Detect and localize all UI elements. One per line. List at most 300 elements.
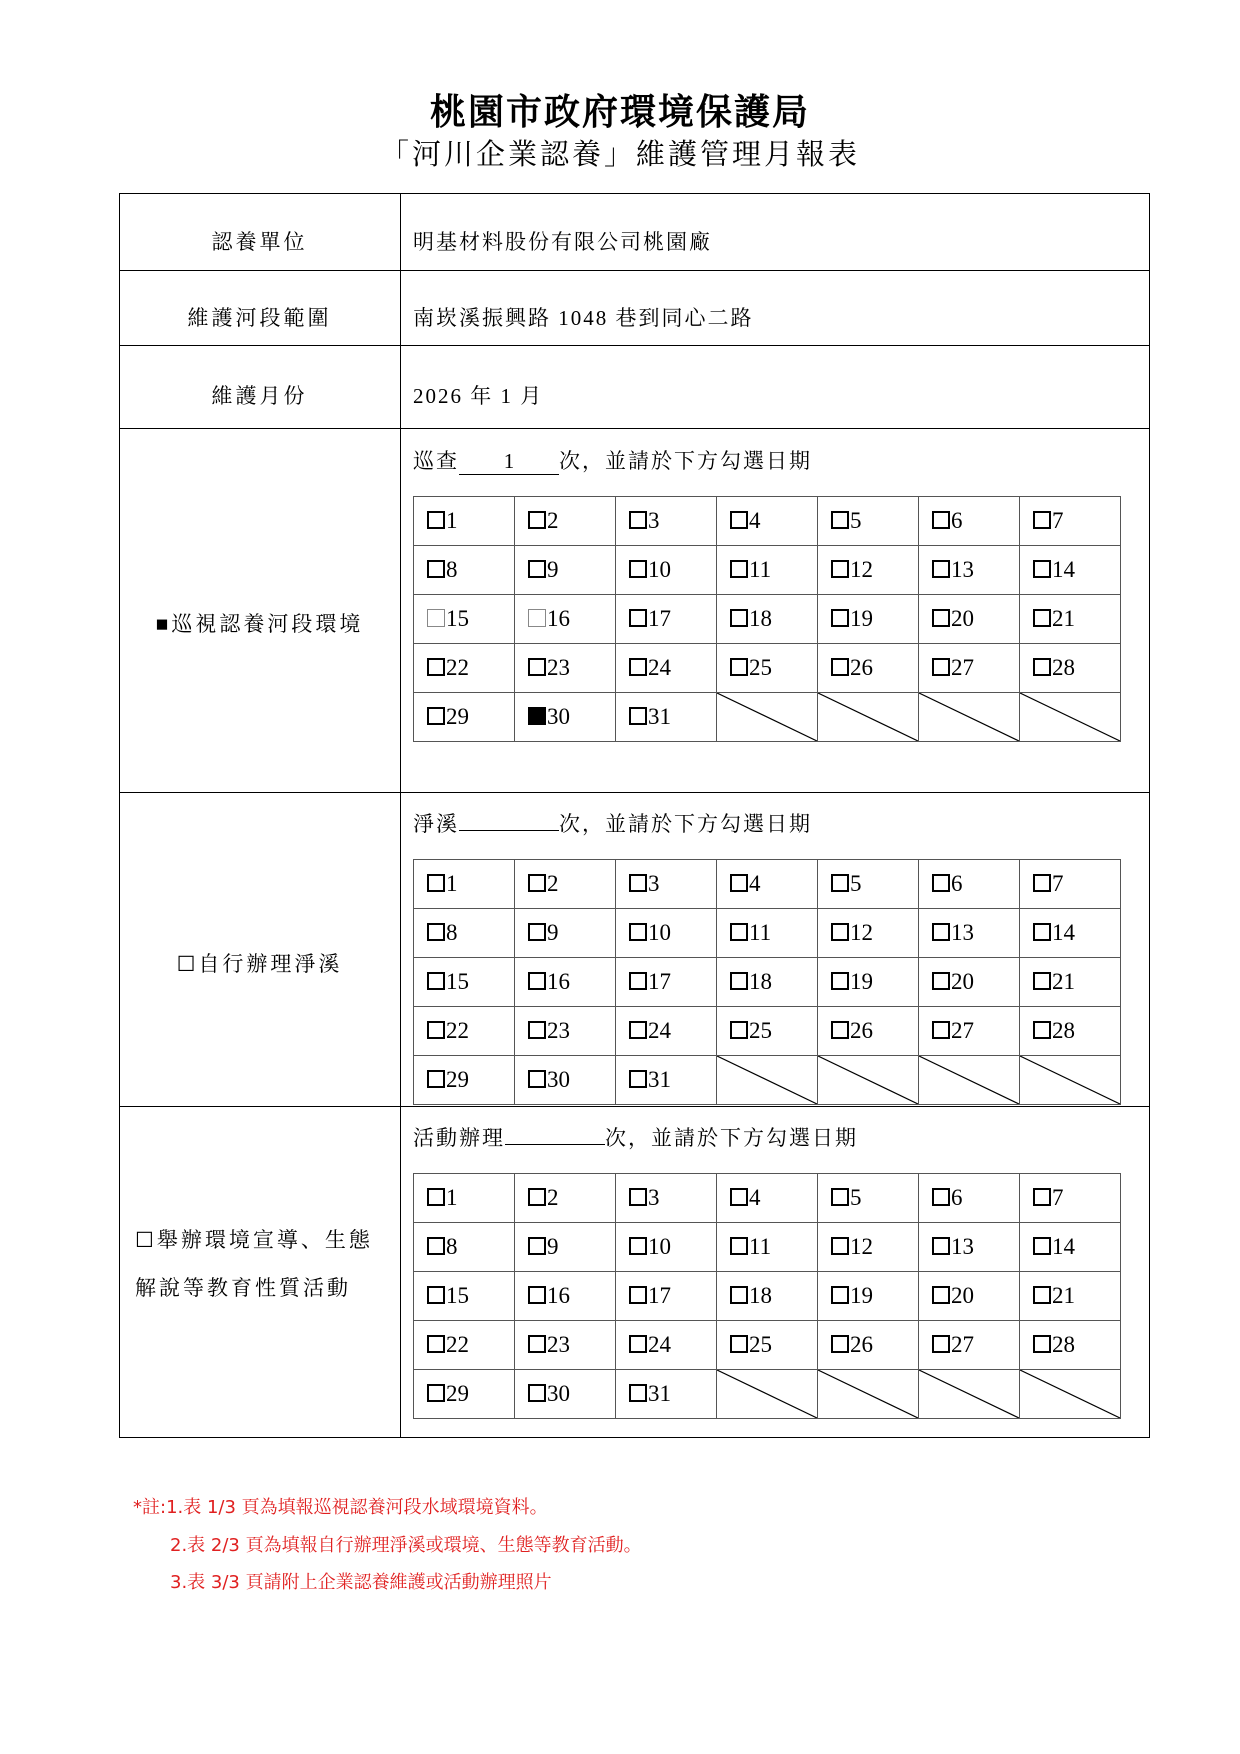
row-divider [119, 792, 1150, 793]
day-number: 27 [951, 1332, 974, 1357]
checkbox-icon [528, 1237, 546, 1255]
checkbox-icon [730, 560, 748, 578]
day-checkbox-2[interactable] [515, 1174, 616, 1223]
day-checkbox-23[interactable] [515, 1321, 616, 1370]
checkbox-icon [932, 609, 950, 627]
day-number: 29 [446, 1067, 469, 1092]
checkbox-icon [427, 1335, 445, 1353]
day-number: 24 [648, 1332, 671, 1357]
day-number: 25 [749, 1018, 772, 1043]
day-number: 28 [1052, 1332, 1075, 1357]
day-number: 11 [749, 557, 772, 582]
checkbox-icon [427, 972, 445, 990]
day-checkbox-12[interactable] [818, 1223, 919, 1272]
checkbox-icon [831, 1021, 849, 1039]
day-checkbox-14[interactable] [1020, 1223, 1121, 1272]
day-number: 1 [446, 871, 458, 896]
checkbox-icon [1033, 511, 1051, 529]
day-checkbox-6[interactable] [919, 860, 1020, 909]
day-checkbox-22[interactable] [414, 1321, 515, 1370]
checkbox-icon [831, 658, 849, 676]
day-number: 5 [850, 871, 862, 896]
day-number: 18 [749, 1283, 772, 1308]
day-number: 10 [648, 920, 671, 945]
day-checkbox-6[interactable] [919, 1174, 1020, 1223]
day-number: 2 [547, 871, 559, 896]
section-label [119, 1216, 400, 1312]
day-checkbox-7[interactable] [1020, 860, 1121, 909]
day-checkbox-26[interactable] [818, 1321, 919, 1370]
empty-cell [919, 1056, 1020, 1105]
checkbox-icon [528, 1384, 546, 1402]
day-number: 31 [648, 1067, 671, 1092]
day-checkbox-13[interactable] [919, 909, 1020, 958]
checkbox-icon [528, 1286, 546, 1304]
day-checkbox-23[interactable] [515, 644, 616, 693]
checkbox-icon [932, 1021, 950, 1039]
day-number: 30 [547, 1067, 570, 1092]
row-divider [119, 1106, 1150, 1107]
day-checkbox-3[interactable] [616, 497, 717, 546]
day-checkbox-3[interactable] [616, 1174, 717, 1223]
day-number: 26 [850, 655, 873, 680]
day-checkbox-13[interactable] [919, 1223, 1020, 1272]
day-number: 16 [547, 1283, 570, 1308]
day-checkbox-28[interactable] [1020, 644, 1121, 693]
diagonal-slash [919, 1056, 1019, 1104]
day-number: 19 [850, 969, 873, 994]
checkbox-icon [730, 1237, 748, 1255]
diagonal-slash [919, 1370, 1019, 1418]
checkbox-icon [932, 874, 950, 892]
checkbox-icon [427, 1021, 445, 1039]
count-field[interactable]: 1 [459, 449, 559, 475]
day-checkbox-2[interactable] [515, 860, 616, 909]
section-label-text: 舉辦環境宣導、生態 [156, 1228, 373, 1252]
count-prefix: 淨溪 [413, 812, 459, 836]
checkbox-icon [730, 1335, 748, 1353]
page-subtitle: 「河川企業認養」維護管理月報表 [379, 139, 860, 171]
day-number: 13 [951, 557, 974, 582]
day-number: 27 [951, 1018, 974, 1043]
day-number: 24 [648, 1018, 671, 1043]
checkbox-icon [427, 609, 445, 627]
day-number: 25 [749, 1332, 772, 1357]
day-checkbox-12[interactable] [818, 546, 919, 595]
day-checkbox-24[interactable] [616, 1007, 717, 1056]
checkbox-icon [831, 874, 849, 892]
day-number: 12 [850, 920, 873, 945]
day-number: 10 [648, 557, 671, 582]
count-prefix: 活動辦理 [413, 1126, 505, 1150]
day-checkbox-17[interactable] [616, 1272, 717, 1321]
checkbox-icon [730, 609, 748, 627]
checkbox-icon [831, 1188, 849, 1206]
day-checkbox-2[interactable] [515, 497, 616, 546]
day-number: 19 [850, 1283, 873, 1308]
checkbox-icon [427, 1384, 445, 1402]
checkbox-icon [730, 1021, 748, 1039]
day-checkbox-16[interactable] [515, 595, 616, 644]
empty-cell [818, 1056, 919, 1105]
day-number: 8 [446, 1234, 458, 1259]
day-checkbox-20[interactable] [919, 1272, 1020, 1321]
day-checkbox-19[interactable] [818, 1272, 919, 1321]
checkbox-icon [831, 511, 849, 529]
page-title: 桃園市政府環境保護局 [429, 92, 810, 132]
day-number: 6 [951, 1185, 963, 1210]
checkbox-icon [1033, 1021, 1051, 1039]
checkbox-icon [730, 874, 748, 892]
checkbox-icon [932, 1286, 950, 1304]
day-number: 14 [1052, 557, 1075, 582]
day-checkbox-28[interactable] [1020, 1007, 1121, 1056]
day-checkbox-14[interactable] [1020, 909, 1121, 958]
section-checkbox[interactable]: ☐ [176, 952, 199, 976]
checkbox-icon [427, 511, 445, 529]
day-number: 7 [1052, 508, 1064, 533]
checkbox-icon [932, 1335, 950, 1353]
day-checkbox-22[interactable] [414, 644, 515, 693]
day-number: 10 [648, 1234, 671, 1259]
day-number: 20 [951, 606, 974, 631]
day-checkbox-5[interactable] [818, 1174, 919, 1223]
diagonal-slash [1020, 693, 1120, 741]
checkbox-icon [730, 923, 748, 941]
day-number: 11 [749, 920, 772, 945]
checkbox-icon [629, 1384, 647, 1402]
checkbox-icon [730, 658, 748, 676]
checkbox-icon [831, 923, 849, 941]
day-checkbox-19[interactable] [818, 595, 919, 644]
day-checkbox-24[interactable] [616, 644, 717, 693]
day-number: 14 [1052, 1234, 1075, 1259]
checkbox-icon [831, 560, 849, 578]
day-checkbox-11[interactable] [717, 1223, 818, 1272]
checkbox-icon [932, 923, 950, 941]
day-checkbox-28[interactable] [1020, 1321, 1121, 1370]
day-checkbox-4[interactable] [717, 1174, 818, 1223]
day-checkbox-20[interactable] [919, 958, 1020, 1007]
empty-cell [818, 1370, 919, 1419]
checkbox-icon [629, 1335, 647, 1353]
day-checkbox-5[interactable] [818, 497, 919, 546]
checkbox-icon [1033, 1237, 1051, 1255]
day-number: 30 [547, 1381, 570, 1406]
checkbox-icon [1033, 972, 1051, 990]
checkbox-icon [932, 511, 950, 529]
checkbox-icon [427, 923, 445, 941]
checkbox-icon [528, 874, 546, 892]
diagonal-slash [818, 1370, 918, 1418]
section-count-line [413, 808, 812, 838]
section-label-text: 解說等教育性質活動 [135, 1276, 351, 1300]
month-label: 維護月份 [211, 384, 308, 408]
checkbox-icon [730, 972, 748, 990]
day-checkbox-8[interactable] [414, 546, 515, 595]
checkbox-icon [629, 658, 647, 676]
day-checkbox-9[interactable] [515, 546, 616, 595]
day-checkbox-4[interactable] [717, 860, 818, 909]
checkbox-icon [1033, 1286, 1051, 1304]
day-checkbox-30[interactable] [515, 1056, 616, 1105]
day-checkbox-21[interactable] [1020, 958, 1121, 1007]
day-checkbox-1[interactable] [414, 497, 515, 546]
day-checkbox-27[interactable] [919, 1007, 1020, 1056]
day-number: 18 [749, 606, 772, 631]
diagonal-slash [1020, 1056, 1120, 1104]
day-number: 26 [850, 1332, 873, 1357]
day-checkbox-16[interactable] [515, 1272, 616, 1321]
day-checkbox-26[interactable] [818, 1007, 919, 1056]
day-checkbox-9[interactable] [515, 1223, 616, 1272]
day-number: 6 [951, 871, 963, 896]
checkbox-icon [528, 658, 546, 676]
day-checkbox-11[interactable] [717, 546, 818, 595]
day-number: 6 [951, 508, 963, 533]
checkbox-icon [528, 609, 546, 627]
day-checkbox-29[interactable] [414, 693, 515, 742]
day-number: 16 [547, 969, 570, 994]
day-number: 4 [749, 508, 761, 533]
section-checkbox[interactable]: ☐ [135, 1228, 157, 1252]
section-count-line [413, 1122, 858, 1152]
row-divider [119, 270, 1150, 271]
checkbox-icon [629, 609, 647, 627]
checkbox-icon [730, 1188, 748, 1206]
day-number: 13 [951, 920, 974, 945]
day-checkbox-14[interactable] [1020, 546, 1121, 595]
count-prefix: 巡查 [413, 449, 459, 473]
day-checkbox-26[interactable] [818, 644, 919, 693]
checkbox-icon [730, 511, 748, 529]
checkbox-icon [528, 560, 546, 578]
day-checkbox-31[interactable] [616, 1370, 717, 1419]
day-checkbox-25[interactable] [717, 644, 818, 693]
day-checkbox-16[interactable] [515, 958, 616, 1007]
day-number: 7 [1052, 871, 1064, 896]
empty-cell [818, 693, 919, 742]
day-checkbox-31[interactable] [616, 693, 717, 742]
day-number: 22 [446, 1332, 469, 1357]
day-checkbox-1[interactable] [414, 1174, 515, 1223]
day-number: 1 [446, 508, 458, 533]
checkbox-icon [629, 1188, 647, 1206]
day-checkbox-15[interactable] [414, 1272, 515, 1321]
day-number: 4 [749, 871, 761, 896]
day-number: 24 [648, 655, 671, 680]
day-number: 17 [648, 1283, 671, 1308]
day-checkbox-15[interactable] [414, 958, 515, 1007]
day-number: 14 [1052, 920, 1075, 945]
empty-cell [919, 693, 1020, 742]
day-number: 13 [951, 1234, 974, 1259]
checkbox-icon [831, 972, 849, 990]
day-checkbox-17[interactable] [616, 958, 717, 1007]
checkbox-icon [831, 1286, 849, 1304]
date-grid [413, 496, 1121, 742]
day-checkbox-4[interactable] [717, 497, 818, 546]
section-label-text: 巡視認養河段環境 [171, 612, 364, 636]
checkbox-icon [932, 1188, 950, 1206]
count-suffix: 次，並請於下方勾選日期 [605, 1126, 858, 1150]
day-checkbox-25[interactable] [717, 1007, 818, 1056]
day-number: 2 [547, 508, 559, 533]
checkbox-icon [1033, 923, 1051, 941]
day-number: 4 [749, 1185, 761, 1210]
day-checkbox-20[interactable] [919, 595, 1020, 644]
checkbox-icon [629, 560, 647, 578]
day-checkbox-18[interactable] [717, 1272, 818, 1321]
day-number: 23 [547, 1018, 570, 1043]
checkbox-icon [629, 923, 647, 941]
checkbox-icon [831, 1335, 849, 1353]
count-field[interactable] [459, 830, 559, 831]
checkbox-icon [932, 1237, 950, 1255]
day-checkbox-8[interactable] [414, 1223, 515, 1272]
day-number: 3 [648, 871, 660, 896]
day-checkbox-12[interactable] [818, 909, 919, 958]
empty-cell [717, 1370, 818, 1419]
day-checkbox-10[interactable] [616, 1223, 717, 1272]
checkbox-icon [831, 609, 849, 627]
checkbox-icon [629, 972, 647, 990]
diagonal-slash [717, 1370, 817, 1418]
checkbox-icon [427, 1237, 445, 1255]
checkbox-icon [1033, 658, 1051, 676]
day-checkbox-5[interactable] [818, 860, 919, 909]
checkbox-icon [427, 707, 445, 725]
count-suffix: 次，並請於下方勾選日期 [559, 812, 812, 836]
day-checkbox-30[interactable] [515, 1370, 616, 1419]
note-2: 2.表 2/3 頁為填報自行辦理淨溪或環境、生態等教育活動。 [170, 1535, 642, 1556]
day-checkbox-29[interactable] [414, 1056, 515, 1105]
checkbox-icon [730, 1286, 748, 1304]
day-checkbox-10[interactable] [616, 909, 717, 958]
day-number: 3 [648, 508, 660, 533]
empty-cell [1020, 693, 1121, 742]
day-checkbox-10[interactable] [616, 546, 717, 595]
day-checkbox-19[interactable] [818, 958, 919, 1007]
day-checkbox-3[interactable] [616, 860, 717, 909]
day-checkbox-13[interactable] [919, 546, 1020, 595]
river-range-value: 南崁溪振興路 1048 巷到同心二路 [413, 306, 754, 330]
day-checkbox-31[interactable] [616, 1056, 717, 1105]
section-count-line [413, 445, 812, 475]
day-number: 8 [446, 557, 458, 582]
day-number: 5 [850, 508, 862, 533]
checkbox-icon [629, 1070, 647, 1088]
day-checkbox-7[interactable] [1020, 1174, 1121, 1223]
day-number: 19 [850, 606, 873, 631]
day-number: 7 [1052, 1185, 1064, 1210]
empty-cell [717, 693, 818, 742]
day-number: 20 [951, 969, 974, 994]
day-number: 31 [648, 1381, 671, 1406]
day-checkbox-18[interactable] [717, 595, 818, 644]
checkbox-icon [629, 511, 647, 529]
section-checkbox[interactable]: ■ [155, 612, 172, 636]
count-field[interactable] [505, 1144, 605, 1145]
diagonal-slash [818, 693, 918, 741]
day-checkbox-8[interactable] [414, 909, 515, 958]
day-checkbox-24[interactable] [616, 1321, 717, 1370]
diagonal-slash [717, 1056, 817, 1104]
day-checkbox-27[interactable] [919, 644, 1020, 693]
day-checkbox-21[interactable] [1020, 595, 1121, 644]
day-number: 30 [547, 704, 570, 729]
day-number: 21 [1052, 606, 1075, 631]
day-number: 31 [648, 704, 671, 729]
day-checkbox-11[interactable] [717, 909, 818, 958]
adopter-value: 明基材料股份有限公司桃園廠 [413, 230, 712, 254]
checkbox-icon [629, 707, 647, 725]
day-number: 15 [446, 606, 469, 631]
checkbox-icon [1033, 1188, 1051, 1206]
day-number: 29 [446, 1381, 469, 1406]
count-suffix: 次，並請於下方勾選日期 [559, 449, 812, 473]
checkbox-icon [528, 1188, 546, 1206]
checkbox-icon [932, 658, 950, 676]
day-number: 23 [547, 1332, 570, 1357]
day-number: 16 [547, 606, 570, 631]
day-checkbox-9[interactable] [515, 909, 616, 958]
day-checkbox-6[interactable] [919, 497, 1020, 546]
checkbox-icon [528, 1335, 546, 1353]
column-divider [400, 193, 401, 1438]
day-checkbox-22[interactable] [414, 1007, 515, 1056]
checkbox-icon [528, 923, 546, 941]
day-checkbox-1[interactable] [414, 860, 515, 909]
day-number: 26 [850, 1018, 873, 1043]
checkbox-icon [1033, 609, 1051, 627]
day-checkbox-25[interactable] [717, 1321, 818, 1370]
day-checkbox-17[interactable] [616, 595, 717, 644]
day-number: 29 [446, 704, 469, 729]
date-grid [413, 859, 1121, 1105]
day-number: 21 [1052, 969, 1075, 994]
checkbox-icon [629, 1237, 647, 1255]
day-checkbox-7[interactable] [1020, 497, 1121, 546]
day-number: 9 [547, 1234, 559, 1259]
day-checkbox-18[interactable] [717, 958, 818, 1007]
checkbox-icon [1033, 874, 1051, 892]
day-number: 9 [547, 557, 559, 582]
day-checkbox-15[interactable] [414, 595, 515, 644]
day-number: 9 [547, 920, 559, 945]
row-divider [119, 428, 1150, 429]
day-number: 17 [648, 606, 671, 631]
day-checkbox-21[interactable] [1020, 1272, 1121, 1321]
day-number: 2 [547, 1185, 559, 1210]
diagonal-slash [919, 693, 1019, 741]
day-checkbox-27[interactable] [919, 1321, 1020, 1370]
checkbox-icon [629, 874, 647, 892]
checkbox-icon [1033, 1335, 1051, 1353]
checkbox-icon [528, 707, 546, 725]
day-number: 3 [648, 1185, 660, 1210]
date-grid [413, 1173, 1121, 1419]
empty-cell [1020, 1370, 1121, 1419]
day-number: 22 [446, 655, 469, 680]
day-number: 5 [850, 1185, 862, 1210]
day-checkbox-23[interactable] [515, 1007, 616, 1056]
day-number: 25 [749, 655, 772, 680]
checkbox-icon [629, 1021, 647, 1039]
day-checkbox-30[interactable] [515, 693, 616, 742]
checkbox-icon [932, 560, 950, 578]
day-checkbox-29[interactable] [414, 1370, 515, 1419]
